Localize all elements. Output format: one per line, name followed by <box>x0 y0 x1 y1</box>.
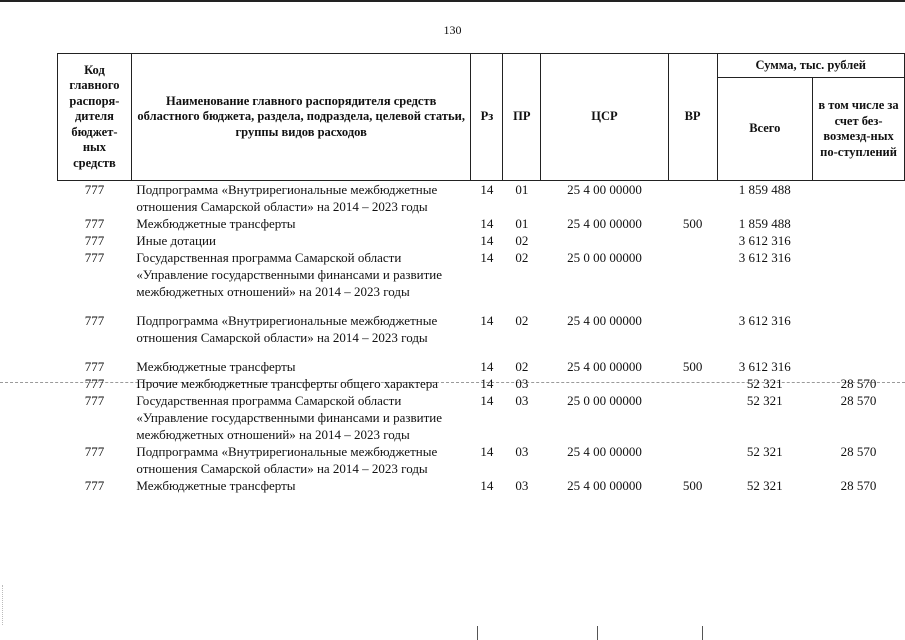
cell-csr: 25 4 00 00000 <box>567 182 642 197</box>
cell-incl <box>813 215 905 232</box>
table-row <box>58 232 905 249</box>
cell-csr <box>541 232 668 249</box>
cell-pr: 02 <box>515 250 529 265</box>
table-row <box>58 346 905 375</box>
cell-code: 777 <box>84 233 105 248</box>
cell-code: 777 <box>84 376 105 391</box>
cell-pr: 03 <box>515 444 529 459</box>
cell-name: Межбюджетные трансферты <box>136 216 296 231</box>
cell-name: Иные дотации <box>136 233 216 248</box>
cell-pr: 02 <box>515 233 529 248</box>
cell-vr <box>668 232 717 249</box>
cell-pr: 03 <box>515 478 529 493</box>
cell-pr: 03 <box>515 393 529 408</box>
cell-vr <box>668 181 717 216</box>
cell-csr: 25 4 00 00000 <box>567 444 642 459</box>
cell-code: 777 <box>84 393 105 408</box>
cell-code: 777 <box>84 216 105 231</box>
cell-vr: 500 <box>682 478 703 493</box>
table-row <box>58 392 905 443</box>
cell-vr <box>668 443 717 477</box>
cell-total: 52 321 <box>746 376 783 391</box>
table-row <box>58 477 905 494</box>
cell-name: Межбюджетные трансферты <box>136 478 296 493</box>
cell-rz: 14 <box>480 182 494 197</box>
cell-code: 777 <box>84 444 105 459</box>
scan-artifact <box>477 626 478 640</box>
cell-total: 1 859 488 <box>738 216 791 231</box>
cell-incl: 28 570 <box>840 444 877 459</box>
table-row <box>58 375 905 392</box>
cell-rz: 14 <box>480 444 494 459</box>
header-total: Всего <box>717 78 813 181</box>
cell-csr: 25 4 00 00000 <box>567 478 642 493</box>
cell-name: Прочие межбюджетные трансферты общего характера <box>136 376 439 391</box>
cell-rz: 14 <box>480 393 494 408</box>
table-row <box>58 300 905 346</box>
header-vr: ВР <box>668 54 717 181</box>
cell-vr <box>668 375 717 392</box>
cell-incl <box>813 181 905 216</box>
cell-name: Подпрограмма «Внутрирегиональные межбюджетные отношения Самарской области» на 2014 – 2023 годы <box>136 313 438 345</box>
cell-total: 52 321 <box>746 478 783 493</box>
scan-artifact <box>2 585 5 625</box>
cell-pr: 01 <box>515 182 529 197</box>
cell-rz: 14 <box>480 250 494 265</box>
cell-name: Межбюджетные трансферты <box>136 359 296 374</box>
cell-incl <box>813 346 905 375</box>
budget-table <box>57 53 905 494</box>
header-code: Код главного распоря-дителя бюджет-ных средств <box>58 54 132 181</box>
table-row <box>58 215 905 232</box>
cell-code: 777 <box>84 182 105 197</box>
cell-csr: 25 4 00 00000 <box>567 359 642 374</box>
cell-pr: 03 <box>515 376 529 391</box>
cell-vr <box>668 249 717 300</box>
page-number: 130 <box>443 23 462 37</box>
top-border-line <box>0 0 905 2</box>
cell-name: Государственная программа Самарской области «Управление государственными финансами и развитие межбюджетных отношений» на 2014 – 2023 годы <box>136 393 442 442</box>
cell-vr: 500 <box>682 216 703 231</box>
header-pr: ПР <box>503 54 541 181</box>
cell-code: 777 <box>84 359 105 374</box>
cell-vr <box>668 300 717 346</box>
cell-csr: 25 0 00 00000 <box>567 393 642 408</box>
cell-rz: 14 <box>480 478 494 493</box>
table-row <box>58 249 905 300</box>
cell-csr: 25 4 00 00000 <box>567 216 642 231</box>
cell-pr: 02 <box>515 359 529 374</box>
cell-name: Подпрограмма «Внутрирегиональные межбюджетные отношения Самарской области» на 2014 – 2023 годы <box>136 444 438 476</box>
table-row <box>58 443 905 477</box>
header-incl: в том числе за счет без-возмезд-ных по-ступлений <box>813 78 905 181</box>
cell-rz: 14 <box>480 233 494 248</box>
cell-total: 3 612 316 <box>738 250 791 265</box>
cell-incl <box>813 249 905 300</box>
cell-rz: 14 <box>480 376 494 391</box>
cell-code: 777 <box>84 478 105 493</box>
cell-rz: 14 <box>480 216 494 231</box>
cell-rz: 14 <box>480 359 494 374</box>
cell-total: 3 612 316 <box>738 359 791 374</box>
cell-vr: 500 <box>682 359 703 374</box>
header-name: Наименование главного распорядителя средств областного бюджета, раздела, подраздела, целевой статьи, группы видов расходов <box>131 54 471 181</box>
cell-total: 3 612 316 <box>738 233 791 248</box>
cell-name: Государственная программа Самарской области «Управление государственными финансами и развитие межбюджетных отношений» на 2014 – 2023 годы <box>136 250 442 299</box>
cell-incl: 28 570 <box>840 393 877 408</box>
cell-pr: 01 <box>515 216 529 231</box>
cell-code: 777 <box>84 313 105 328</box>
table-row <box>58 181 905 216</box>
cell-code: 777 <box>84 250 105 265</box>
scan-artifact <box>597 626 598 640</box>
cell-pr: 02 <box>515 313 529 328</box>
scan-artifact <box>702 626 703 640</box>
header-sum: Сумма, тыс. рублей <box>717 54 905 78</box>
header-rz: Рз <box>471 54 503 181</box>
header-csr: ЦСР <box>541 54 668 181</box>
cell-total: 52 321 <box>746 393 783 408</box>
cell-total: 1 859 488 <box>738 182 791 197</box>
cell-csr: 25 4 00 00000 <box>567 313 642 328</box>
cell-name: Подпрограмма «Внутрирегиональные межбюджетные отношения Самарской области» на 2014 – 2023 годы <box>136 182 438 214</box>
cell-incl: 28 570 <box>840 376 877 391</box>
cell-vr <box>668 392 717 443</box>
cell-csr <box>541 375 668 392</box>
table-body <box>58 181 905 495</box>
cell-total: 3 612 316 <box>738 313 791 328</box>
cell-csr: 25 0 00 00000 <box>567 250 642 265</box>
cell-incl: 28 570 <box>840 478 877 493</box>
cell-total: 52 321 <box>746 444 783 459</box>
cell-rz: 14 <box>480 313 494 328</box>
cell-incl <box>813 300 905 346</box>
cell-incl <box>813 232 905 249</box>
